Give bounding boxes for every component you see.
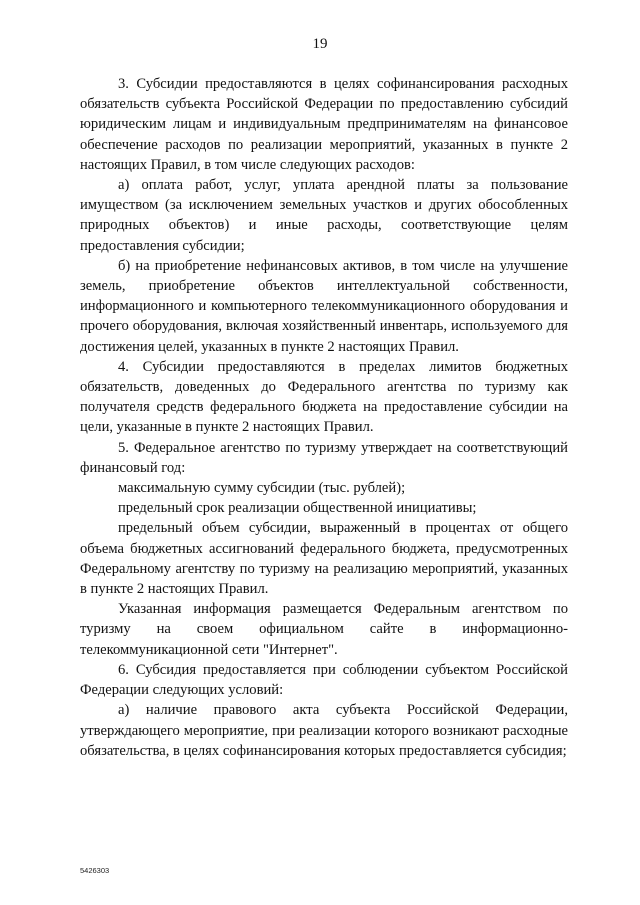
paragraph-6a: а) наличие правового акта субъекта Российской Федерации, утверждающего мероприятие, при реализации которого возникают расходные обязательства, в целях софинансирования которых предоставляется субсидия; (80, 702, 568, 759)
paragraph-5-item-1: максимальную сумму субсидии (тыс. рублей); (118, 480, 406, 497)
paragraph-5: 5. Федеральное агентство по туризму утверждает на соответствующий финансовый год: (80, 439, 568, 476)
paragraph-3: 3. Субсидии предоставляются в целях софинансирования расходных обязательств субъекта Российской Федерации по предоставлению субсидий юридическим лицам и индивидуальным предпринимателям на финансовое обеспечение расходов по реализации мероприятий, указанных в пункте 2 настоящих Правил, в том числе следующих расходов: (80, 76, 568, 173)
document-body (80, 74, 568, 761)
paragraph-5-item-3: предельный объем субсидии, выраженный в процентах от общего объема бюджетных ассигнований федерального бюджета, предусмотренных Федеральному агентству по туризму на реализацию мероприятий, указанных в пункте 2 настоящих Правил. (80, 520, 568, 598)
paragraph-3a: а) оплата работ, услуг, уплата арендной платы за пользование имуществом (за исключением земельных участков и других обособленных природных объектов) и иные расходы, соответствующие целям предоставления субсидии; (80, 177, 568, 254)
paragraph-5-note: Указанная информация размещается Федеральным агентством по туризму на своем официальном сайте в информационно-телекоммуникационной сети "Интернет". (80, 601, 568, 658)
page-number: 19 (312, 36, 328, 52)
paragraph-3b: б) на приобретение нефинансовых активов, в том числе на улучшение земель, приобретение объектов интеллектуальной собственности, информационного и компьютерного телекоммуникационного оборудования и прочего оборудования, включая хозяйственный инвентарь, используемого для достижения целей, указанных в пункте 2 настоящих Правил. (80, 257, 568, 355)
paragraph-6: 6. Субсидия предоставляется при соблюдении субъектом Российской Федерации следующих условий: (80, 661, 568, 699)
paragraph-4: 4. Субсидии предоставляются в пределах лимитов бюджетных обязательств, доведенных до Федерального агентства по туризму как получателя средств федерального бюджета на предоставление субсидии на цели, указанные в пункте 2 настоящих Правил. (80, 358, 568, 436)
paragraph-5-item-2: предельный срок реализации общественной инициативы; (118, 500, 477, 517)
document-code: 5426303 (80, 866, 110, 875)
